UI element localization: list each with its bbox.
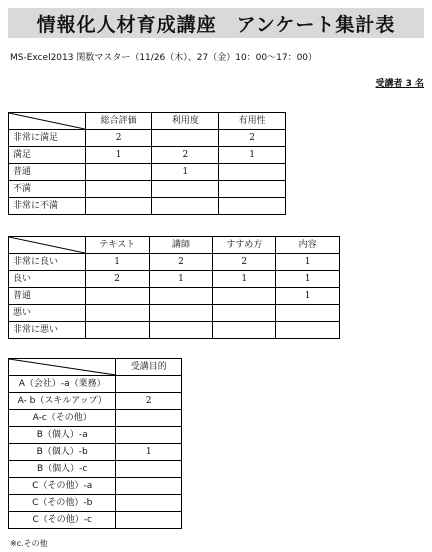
value-cell	[85, 288, 149, 305]
diagonal-corner-cell	[9, 237, 86, 254]
value-cell: 2	[152, 147, 219, 164]
row-label: 不満	[9, 181, 86, 198]
row-label: 非常に満足	[9, 130, 86, 147]
row-label: 非常に良い	[9, 254, 86, 271]
column-header: 利用度	[152, 113, 219, 130]
value-cell	[152, 198, 219, 215]
footnote: ※c.その他	[10, 539, 48, 548]
value-cell	[219, 198, 286, 215]
row-label: A-c（その他）	[9, 410, 116, 427]
value-cell: 1	[152, 164, 219, 181]
row-label: B（個人）-b	[9, 444, 116, 461]
value-cell: 2	[116, 393, 182, 410]
value-cell: 1	[276, 288, 340, 305]
value-cell	[219, 164, 286, 181]
value-cell	[213, 305, 276, 322]
table-row	[9, 147, 286, 164]
value-cell	[149, 288, 213, 305]
row-label: 良い	[9, 271, 86, 288]
value-cell	[276, 305, 340, 322]
value-cell	[149, 322, 213, 339]
header-row	[9, 237, 340, 254]
value-cell: 1	[276, 254, 340, 271]
value-cell	[219, 181, 286, 198]
value-cell	[116, 495, 182, 512]
page-title: 情報化人材育成講座 アンケート集計表	[8, 8, 424, 38]
value-cell: 2	[149, 254, 213, 271]
table-row	[9, 410, 182, 427]
value-cell	[85, 181, 152, 198]
table-row	[9, 288, 340, 305]
value-cell	[85, 164, 152, 181]
value-cell: 1	[276, 271, 340, 288]
row-label: C（その他）-a	[9, 478, 116, 495]
table-row	[9, 130, 286, 147]
column-header: 有用性	[219, 113, 286, 130]
value-cell: 1	[85, 254, 149, 271]
row-label: 満足	[9, 147, 86, 164]
value-cell	[116, 512, 182, 529]
table-row	[9, 495, 182, 512]
value-cell	[213, 322, 276, 339]
value-cell: 1	[219, 147, 286, 164]
value-cell	[213, 288, 276, 305]
diagonal-corner-cell	[9, 113, 86, 130]
row-label: 非常に不満	[9, 198, 86, 215]
value-cell: 1	[149, 271, 213, 288]
table-row	[9, 376, 182, 393]
attendee-count: 受講者 3 名	[375, 79, 424, 89]
value-cell	[85, 322, 149, 339]
value-cell	[152, 130, 219, 147]
row-label: A- b（スキルアップ）	[9, 393, 116, 410]
table-row	[9, 181, 286, 198]
value-cell	[116, 410, 182, 427]
table-row	[9, 444, 182, 461]
value-cell: 2	[85, 271, 149, 288]
row-label: C（その他）-c	[9, 512, 116, 529]
value-cell: 1	[85, 147, 152, 164]
value-cell: 2	[85, 130, 152, 147]
table-row	[9, 305, 340, 322]
table-row	[9, 393, 182, 410]
row-label: 非常に悪い	[9, 322, 86, 339]
diagonal-corner-cell	[9, 359, 116, 376]
table-row	[9, 322, 340, 339]
column-header: テキスト	[85, 237, 149, 254]
value-cell	[85, 198, 152, 215]
value-cell	[116, 478, 182, 495]
value-cell	[116, 461, 182, 478]
value-cell	[276, 322, 340, 339]
table-row	[9, 427, 182, 444]
column-header: すすめ方	[213, 237, 276, 254]
table-row	[9, 164, 286, 181]
row-label: B（個人）-c	[9, 461, 116, 478]
column-header: 講師	[149, 237, 213, 254]
table-row	[9, 461, 182, 478]
value-cell	[116, 427, 182, 444]
satisfaction-table	[8, 112, 286, 215]
table-row	[9, 198, 286, 215]
row-label: B（個人）-a	[9, 427, 116, 444]
table-row	[9, 254, 340, 271]
column-header: 内容	[276, 237, 340, 254]
value-cell: 2	[213, 254, 276, 271]
table-row	[9, 512, 182, 529]
row-label: 悪い	[9, 305, 86, 322]
evaluation-table	[8, 236, 340, 339]
value-cell	[85, 305, 149, 322]
session-info: MS-Excel2013 関数マスター（11/26（木）、27（金）10：00～17：00）	[10, 53, 318, 63]
row-label: 普通	[9, 288, 86, 305]
header-row	[9, 359, 182, 376]
column-header: 受講目的	[116, 359, 182, 376]
value-cell: 2	[219, 130, 286, 147]
value-cell: 1	[116, 444, 182, 461]
purpose-table	[8, 358, 182, 529]
value-cell	[149, 305, 213, 322]
header-row	[9, 113, 286, 130]
table-row	[9, 271, 340, 288]
column-header: 総合評価	[85, 113, 152, 130]
row-label: C（その他）-b	[9, 495, 116, 512]
row-label: 普通	[9, 164, 86, 181]
value-cell	[152, 181, 219, 198]
value-cell	[116, 376, 182, 393]
row-label: A（会社）-a（業務）	[9, 376, 116, 393]
table-row	[9, 478, 182, 495]
value-cell: 1	[213, 271, 276, 288]
